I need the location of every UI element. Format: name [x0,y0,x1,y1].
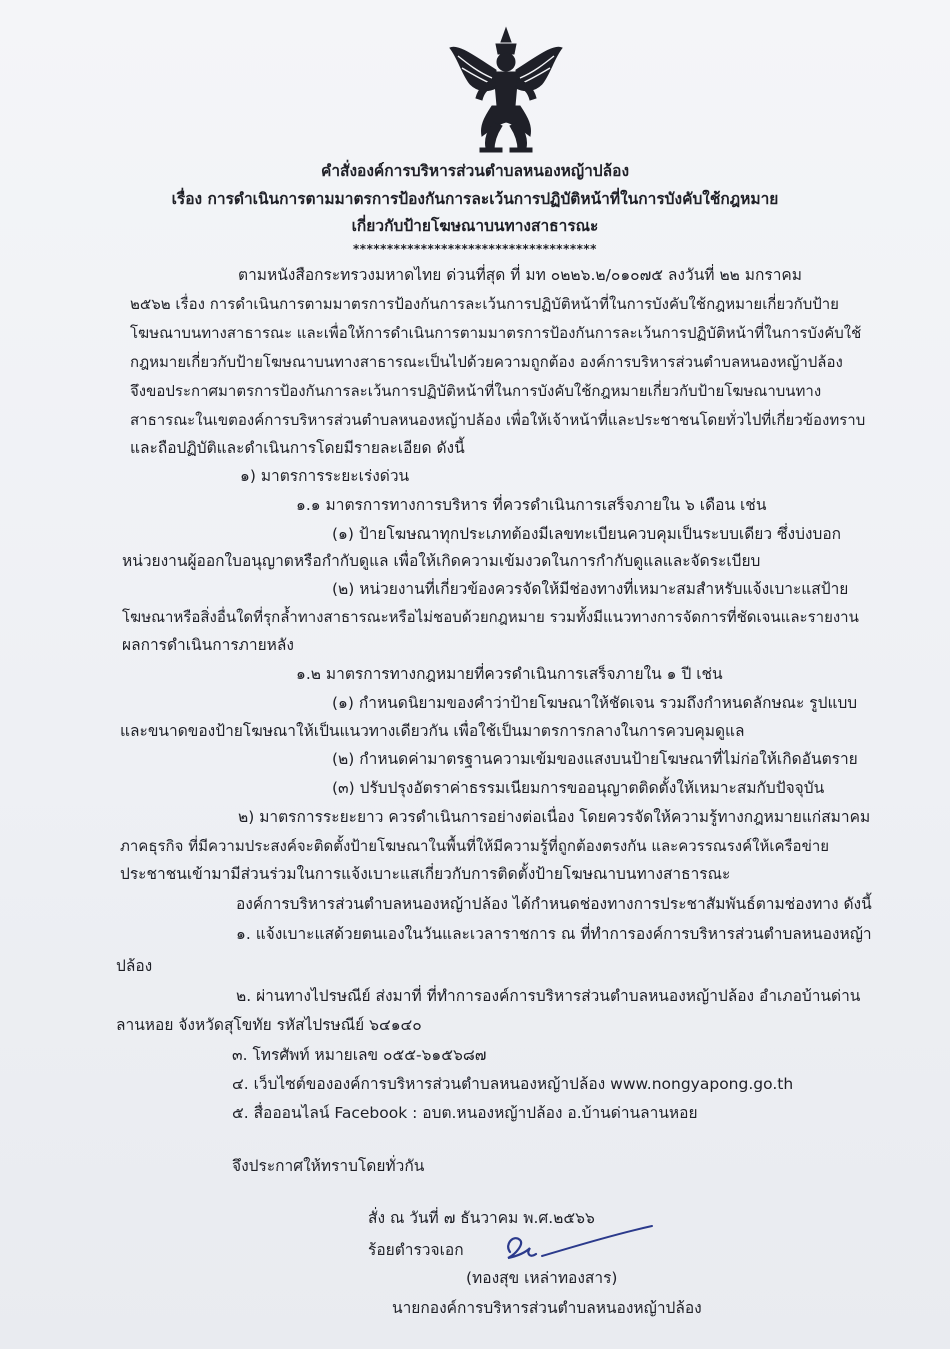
section-1-2-item-1-a: (๑) กำหนดนิยามของคำว่าป้ายโฆษณาให้ชัดเจน รวมถึงกำหนดลักษณะ รูปแบบ [332,694,858,712]
subject-line-2: เกี่ยวกับป้ายโฆษณาบนทางสาธารณะ [351,217,599,235]
channel-2-line-b: ลานหอย จังหวัดสุโขทัย รหัสไปรษณีย์ ๖๔๑๔๐ [116,1016,422,1034]
section-2-line-2: ภาคธุรกิจ ที่มีความประสงค์จะติดตั้งป้ายโฆษณาในพื้นที่ให้มีความรู้ที่ถูกต้องตรงกัน และควรรณรงค์ให้เครือข่าย [120,837,830,855]
intro-line-5: จึงขอประกาศมาตรการป้องกันการละเว้นการปฏิบัติหน้าที่ในการบังคับใช้กฎหมายเกี่ยวกับป้ายโฆษณาบนทาง [130,382,822,400]
section-1-1-heading: ๑.๑ มาตรการทางการบริหาร ที่ควรดำเนินการเสร็จภายใน ๖ เดือน เช่น [296,496,767,514]
intro-line-6: สาธารณะในเขตองค์การบริหารส่วนตำบลหนองหญ้าปล้อง เพื่อให้เจ้าหน้าที่และประชาชนโดยทั่วไปที่เกี่ยวข้องทราบ [130,411,866,429]
signer-position: นายกองค์การบริหารส่วนตำบลหนองหญ้าปล้อง [392,1299,702,1317]
section-2-line-3: ประชาชนเข้ามามีส่วนร่วมในการแจ้งเบาะแสเกี่ยวกับการติดตั้งป้ายโฆษณาบนทางสาธารณะ [120,865,731,883]
channel-3-phone: ๓. โทรศัพท์ หมายเลข ๐๕๕-๖๑๕๖๘๗ [232,1046,487,1064]
section-1-1-item-1-a: (๑) ป้ายโฆษณาทุกประเภทต้องมีเลขทะเบียนควบคุมเป็นระบบเดียว ซึ่งบ่งบอก [332,525,842,543]
subject-line-1: เรื่อง การดำเนินการตามมาตรการป้องกันการละเว้นการปฏิบัติหน้าที่ในการบังคับใช้กฎหมาย [171,190,779,208]
order-date: สั่ง ณ วันที่ ๗ ธันวาคม พ.ศ.๒๕๖๖ [368,1209,595,1227]
channel-4-website: ๔. เว็บไซต์ขององค์การบริหารส่วนตำบลหนองหญ้าปล้อง www.nongyapong.go.th [232,1075,794,1093]
channel-1-line-b: ปล้อง [116,957,153,975]
garuda-emblem-icon [444,26,568,154]
intro-line-1: ตามหนังสือกระทรวงมหาดไทย ด่วนที่สุด ที่ มท ๐๒๒๖.๒/๐๑๐๗๕ ลงวันที่ ๒๒ มกราคม [238,266,803,284]
section-1-1-item-2-b: โฆษณาหรือสิ่งอื่นใดที่รุกล้ำทางสาธารณะหรือไม่ชอบด้วยกฎหมาย รวมทั้งมีแนวทางการจัดการที่ชัดเจนและรายงาน [122,608,859,626]
channel-1-line-a: ๑. แจ้งเบาะแสด้วยตนเองในวันและเวลาราชการ ณ ที่ทำการองค์การบริหารส่วนตำบลหนองหญ้า [236,925,872,943]
section-2-line-1: ๒) มาตรการระยะยาว ควรดำเนินการอย่างต่อเนื่อง โดยควรจัดให้ความรู้ทางกฎหมายแก่สมาคม [238,808,871,826]
channels-intro: องค์การบริหารส่วนตำบลหนองหญ้าปล้อง ได้กำหนดช่องทางการประชาสัมพันธ์ตามช่องทาง ดังนี้ [236,895,872,913]
section-1-2-item-3: (๓) ปรับปรุงอัตราค่าธรรมเนียมการขออนุญาตติดตั้งให้เหมาะสมกับปัจจุบัน [332,779,825,797]
intro-line-7: และถือปฏิบัติและดำเนินการโดยมีรายละเอียด ดังนี้ [130,439,465,457]
section-1-heading: ๑) มาตรการระยะเร่งด่วน [240,467,410,485]
section-1-2-heading: ๑.๒ มาตรการทางกฎหมายที่ควรดำเนินการเสร็จภายใน ๑ ปี เช่น [296,665,723,683]
section-1-2-item-1-b: และขนาดของป้ายโฆษณาให้เป็นแนวทางเดียวกัน เพื่อใช้เป็นมาตรการกลางในการควบคุมดูแล [120,722,745,740]
signer-rank: ร้อยตำรวจเอก [368,1241,464,1259]
closing-statement: จึงประกาศให้ทราบโดยทั่วกัน [232,1157,425,1175]
intro-line-3: โฆษณาบนทางสาธารณะ และเพื่อให้การดำเนินการตามมาตรการป้องกันการละเว้นการปฏิบัติหน้าที่ในการบังคับใช้ [130,324,862,342]
channel-5-facebook: ๕. สื่อออนไลน์ Facebook : อบต.หนองหญ้าปล้อง อ.บ้านด่านลานหอย [232,1104,698,1122]
signer-name: (ทองสุข เหล่าทองสาร) [466,1269,618,1287]
section-1-1-item-1-b: หน่วยงานผู้ออกใบอนุญาตหรือกำกับดูแล เพื่อให้เกิดความเข้มงวดในการกำกับดูแลและจัดระเบียบ [122,552,761,570]
handwritten-signature-icon [496,1222,656,1268]
section-1-2-item-2: (๒) กำหนดค่ามาตรฐานความเข้มของแสงบนป้ายโฆษณาที่ไม่ก่อให้เกิดอันตราย [332,750,858,768]
intro-line-2: ๒๕๖๒ เรื่อง การดำเนินการตามมาตรการป้องกันการละเว้นการปฏิบัติหน้าที่ในการบังคับใช้กฎหมายเกี่ยวกับป้าย [130,295,839,313]
intro-line-4: กฎหมายเกี่ยวกับป้ายโฆษณาบนทางสาธารณะเป็นไปด้วยความถูกต้อง องค์การบริหารส่วนตำบลหนองหญ้าปล้อง [130,353,843,371]
channel-2-line-a: ๒. ผ่านทางไปรษณีย์ ส่งมาที่ ที่ทำการองค์การบริหารส่วนตำบลหนองหญ้าปล้อง อำเภอบ้านด่าน [236,987,861,1005]
section-1-1-item-2-a: (๒) หน่วยงานที่เกี่ยวข้องควรจัดให้มีช่องทางที่เหมาะสมสำหรับแจ้งเบาะแสป้าย [332,580,849,598]
section-1-1-item-2-c: ผลการดำเนินการภายหลัง [122,636,294,654]
separator-line: ************************************ [353,242,597,256]
document-title: คำสั่งองค์การบริหารส่วนตำบลหนองหญ้าปล้อง [320,162,630,180]
